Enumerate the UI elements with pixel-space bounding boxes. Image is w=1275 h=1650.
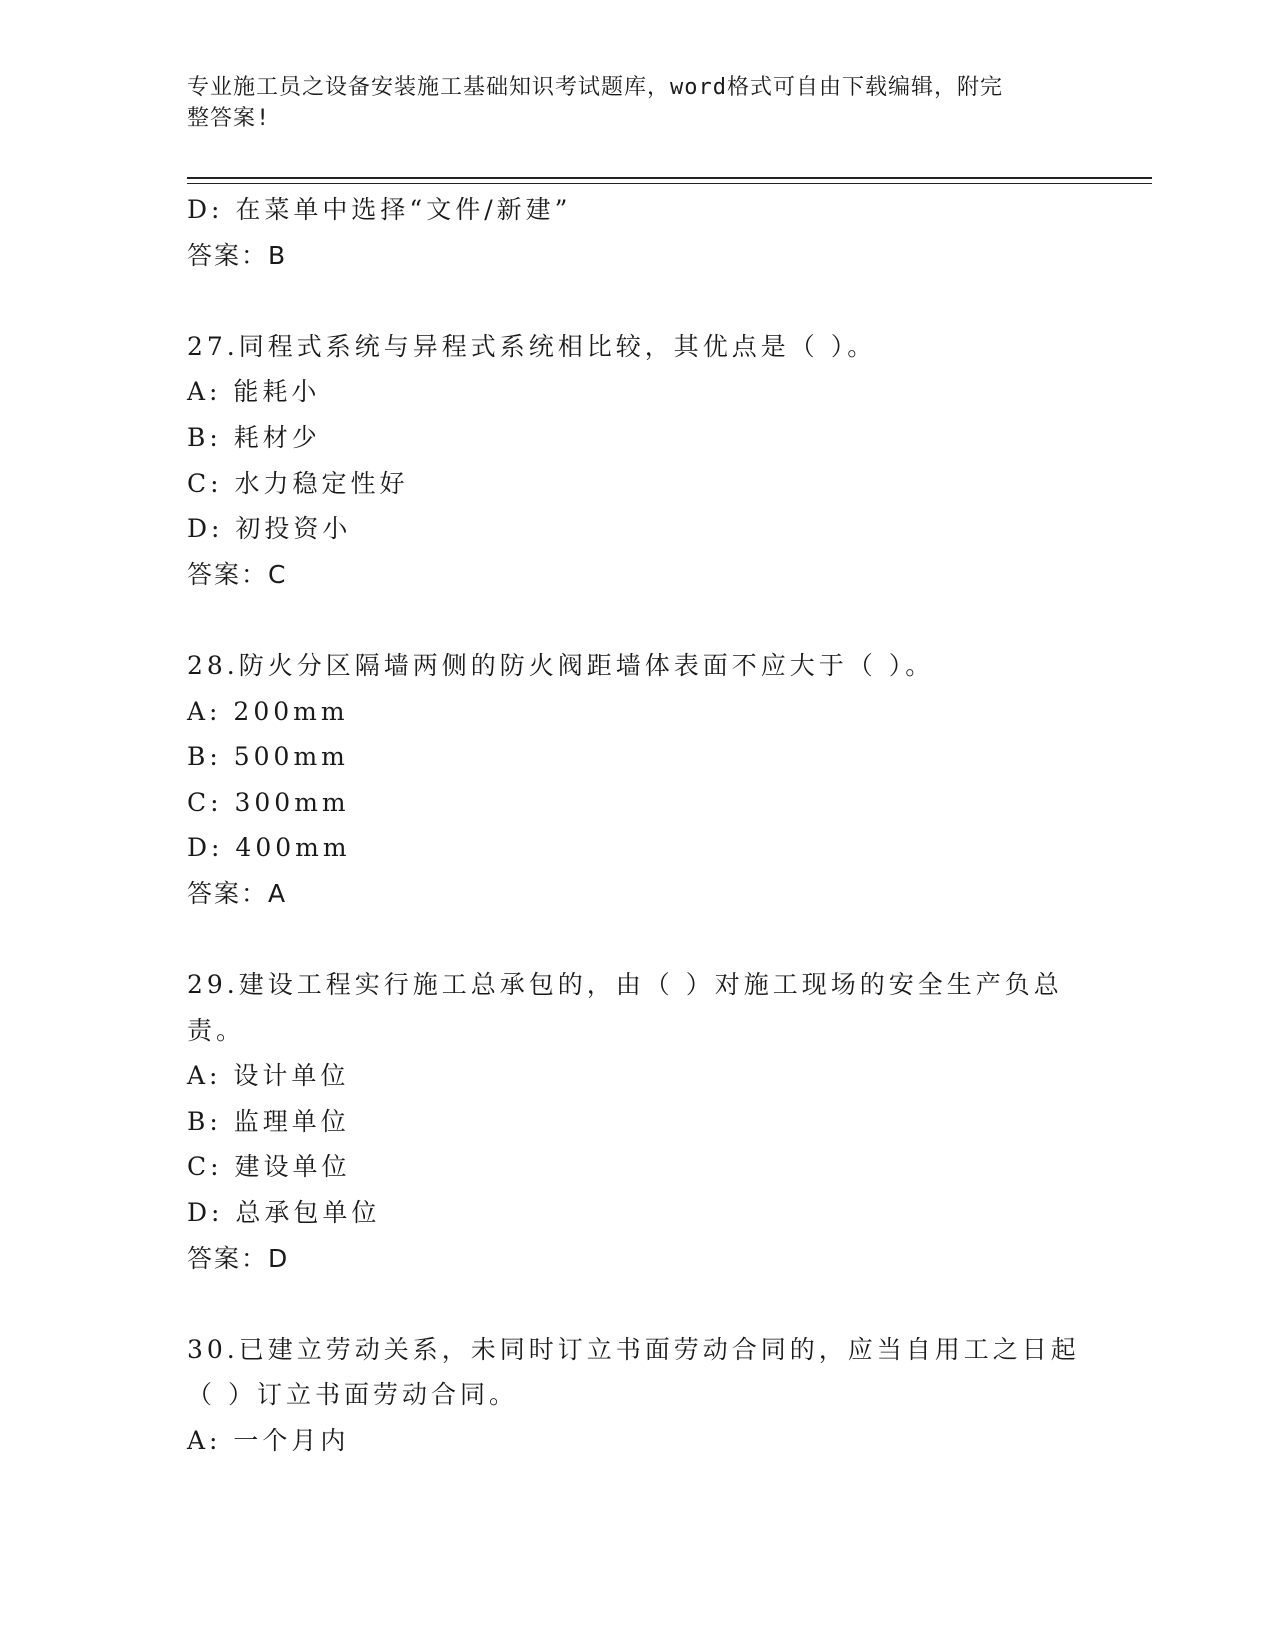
option-b: B: 耗材少 [187,422,321,452]
question-text: 27.同程式系统与异程式系统相比较，其优点是（ ）。 [187,331,877,361]
question-27 [187,324,1087,598]
option-d: D: 总承包单位 [187,1198,381,1228]
question-text-line-1: 29.建设工程实行施工总承包的，由（ ）对施工现场的安全生产负总 [187,970,1063,1000]
header-divider-thick [187,177,1152,179]
prev-answer: 答案：B [187,240,288,270]
question-30 [187,1327,1087,1464]
option-c: C: 300mm [187,787,350,817]
document-header [187,72,1067,134]
option-d: D: 400mm [187,833,351,863]
question-29 [187,962,1087,1281]
question-text-line-2: （ ）订立书面劳动合同。 [187,1380,518,1410]
prev-option-d: D: 在菜单中选择“文件/新建” [187,195,572,224]
option-a: A: 一个月内 [187,1426,350,1456]
option-d: D: 初投资小 [187,514,352,544]
option-a: A: 能耗小 [187,377,321,407]
option-c: C: 建设单位 [187,1152,351,1182]
option-a: A: 200mm [187,696,349,726]
question-text: 28.防火分区隔墙两侧的防火阀距墙体表面不应大于（ ）。 [187,650,935,680]
answer: 答案：C [187,559,288,589]
answer: 答案：D [187,1243,290,1273]
question-28 [187,643,1087,917]
question-text-line-2: 责。 [187,1015,246,1045]
question-text-line-1: 30.已建立劳动关系，未同时订立书面劳动合同的，应当自用工之日起 [187,1334,1080,1364]
header-line-2: 整答案! [187,106,271,131]
option-b: B: 监理单位 [187,1106,350,1136]
header-divider-thin [187,183,1152,184]
option-b: B: 500mm [187,742,349,772]
header-line-1: 专业施工员之设备安装施工基础知识考试题库，word格式可自由下载编辑，附完 [187,75,1003,100]
option-a: A: 设计单位 [187,1061,350,1091]
option-c: C: 水力稳定性好 [187,468,409,498]
question-list [187,187,1087,1464]
answer: 答案：A [187,878,288,908]
